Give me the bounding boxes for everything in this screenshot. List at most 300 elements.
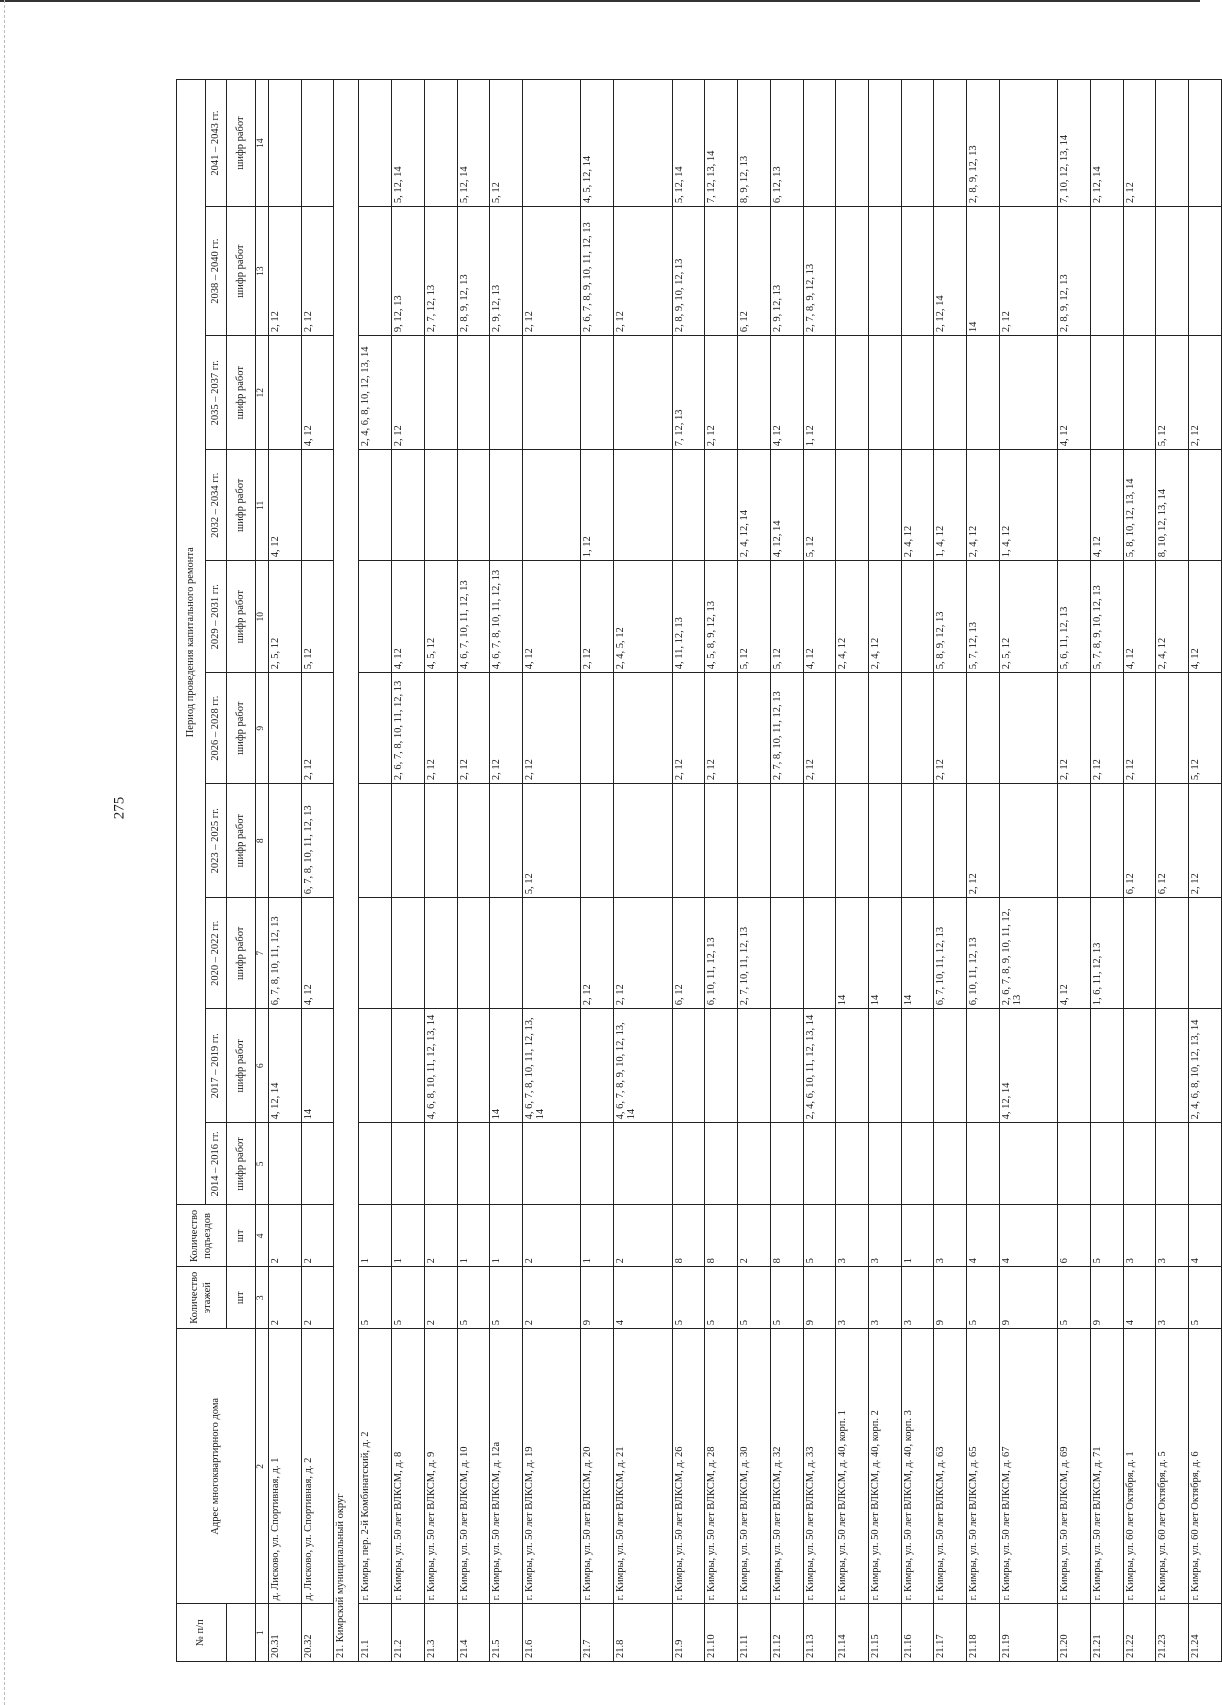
row-work-codes: 2, 8, 9, 12, 13 bbox=[1058, 207, 1091, 336]
row-work-codes bbox=[934, 784, 967, 898]
header-period: 2038 – 2040 гг. bbox=[206, 207, 227, 336]
row-address: г. Кимры, ул. 50 лет ВЛКСМ, д. 21 bbox=[614, 1329, 672, 1604]
row-work-codes bbox=[999, 784, 1057, 898]
header-code-label: шифр работ bbox=[227, 561, 256, 673]
row-number: 21.12 bbox=[770, 1604, 803, 1662]
row-work-codes: 2, 12 bbox=[967, 784, 1000, 898]
row-address: г. Кимры, ул. 50 лет ВЛКСМ, д. 65 bbox=[967, 1329, 1000, 1604]
row-work-codes: 4, 12 bbox=[523, 561, 581, 673]
row-work-codes: 5, 12 bbox=[1156, 336, 1189, 450]
row-work-codes: 4, 12 bbox=[1058, 898, 1091, 1009]
row-work-codes bbox=[1189, 450, 1222, 561]
row-work-codes: 2, 6, 7, 8, 10, 11, 12, 13 bbox=[392, 673, 425, 784]
row-work-codes bbox=[1123, 207, 1156, 336]
row-work-codes: 5, 12 bbox=[770, 561, 803, 673]
row-floors: 2 bbox=[269, 1267, 302, 1329]
row-work-codes bbox=[1189, 1123, 1222, 1205]
row-work-codes bbox=[581, 784, 614, 898]
row-number: 21.19 bbox=[999, 1604, 1057, 1662]
row-work-codes bbox=[392, 450, 425, 561]
row-work-codes bbox=[705, 784, 738, 898]
row-work-codes bbox=[392, 1123, 425, 1205]
row-address: г. Кимры, ул. 50 лет ВЛКСМ, д. 40, корп. 1 bbox=[836, 1329, 869, 1604]
capital-repair-schedule-table bbox=[176, 79, 1222, 1662]
row-floors: 3 bbox=[868, 1267, 901, 1329]
row-work-codes: 4, 12, 14 bbox=[999, 1009, 1057, 1123]
row-entrances: 4 bbox=[1189, 1205, 1222, 1267]
row-work-codes: 2, 4, 12 bbox=[836, 561, 869, 673]
table-row bbox=[738, 80, 771, 1662]
row-floors: 9 bbox=[803, 1267, 836, 1329]
row-work-codes: 6, 7, 10, 11, 12, 13 bbox=[934, 898, 967, 1009]
header-code-label: шифр работ bbox=[227, 80, 256, 207]
header-unit-entrances: шт bbox=[227, 1205, 256, 1267]
row-entrances: 3 bbox=[868, 1205, 901, 1267]
row-work-codes: 2, 8, 9, 12, 13 bbox=[457, 207, 490, 336]
row-work-codes bbox=[359, 784, 392, 898]
row-work-codes bbox=[934, 1123, 967, 1205]
row-work-codes bbox=[836, 336, 869, 450]
header-floors: Количество этажей bbox=[177, 1267, 227, 1329]
header-code-label: шифр работ bbox=[227, 673, 256, 784]
row-work-codes: 14 bbox=[836, 898, 869, 1009]
table-row bbox=[1123, 80, 1156, 1662]
row-work-codes bbox=[836, 207, 869, 336]
row-address: г. Кимры, ул. 60 лет Октября, д. 1 bbox=[1123, 1329, 1156, 1604]
row-work-codes: 2, 7, 8, 9, 12, 13 bbox=[803, 207, 836, 336]
header-code-label: шифр работ bbox=[227, 207, 256, 336]
row-number: 21.16 bbox=[901, 1604, 934, 1662]
row-work-codes bbox=[523, 336, 581, 450]
row-floors: 2 bbox=[301, 1267, 334, 1329]
row-work-codes: 6, 7, 8, 10, 11, 12, 13 bbox=[301, 784, 334, 898]
row-work-codes bbox=[1058, 1009, 1091, 1123]
row-work-codes bbox=[1189, 80, 1222, 207]
row-work-codes bbox=[1189, 898, 1222, 1009]
row-work-codes: 4, 5, 8, 9, 12, 13 bbox=[705, 561, 738, 673]
row-work-codes bbox=[868, 336, 901, 450]
row-floors: 5 bbox=[770, 1267, 803, 1329]
row-work-codes bbox=[934, 1009, 967, 1123]
row-work-codes bbox=[803, 784, 836, 898]
row-work-codes: 4, 12 bbox=[1189, 561, 1222, 673]
row-work-codes: 6, 10, 11, 12, 13 bbox=[967, 898, 1000, 1009]
header-period: 2014 – 2016 гг. bbox=[206, 1123, 227, 1205]
row-floors: 5 bbox=[457, 1267, 490, 1329]
row-work-codes: 6, 12 bbox=[1123, 784, 1156, 898]
row-entrances: 2 bbox=[738, 1205, 771, 1267]
table-row bbox=[457, 80, 490, 1662]
row-floors: 4 bbox=[1123, 1267, 1156, 1329]
row-work-codes bbox=[523, 898, 581, 1009]
row-number: 21.14 bbox=[836, 1604, 869, 1662]
row-work-codes: 2, 4, 12 bbox=[1156, 561, 1189, 673]
rotated-table-container bbox=[176, 79, 1222, 1662]
row-work-codes bbox=[614, 450, 672, 561]
table-row bbox=[1090, 80, 1123, 1662]
row-work-codes: 9, 12, 13 bbox=[392, 207, 425, 336]
header-column-index: 5 bbox=[256, 1123, 269, 1205]
row-work-codes bbox=[738, 673, 771, 784]
row-work-codes: 1, 4, 12 bbox=[934, 450, 967, 561]
row-work-codes: 5, 12 bbox=[490, 80, 523, 207]
row-work-codes bbox=[999, 80, 1057, 207]
row-work-codes bbox=[803, 1123, 836, 1205]
row-work-codes bbox=[1090, 1009, 1123, 1123]
row-entrances: 1 bbox=[490, 1205, 523, 1267]
row-work-codes: 4, 5, 12 bbox=[424, 561, 457, 673]
row-work-codes bbox=[301, 80, 334, 207]
row-work-codes bbox=[1123, 898, 1156, 1009]
row-work-codes bbox=[614, 1123, 672, 1205]
table-row bbox=[868, 80, 901, 1662]
table-row bbox=[424, 80, 457, 1662]
row-work-codes: 4, 6, 8, 10, 11, 12, 13, 14 bbox=[424, 1009, 457, 1123]
row-work-codes bbox=[457, 898, 490, 1009]
row-work-codes: 2, 12 bbox=[490, 673, 523, 784]
row-address: г. Кимры, ул. 60 лет Октября, д. 6 bbox=[1189, 1329, 1222, 1604]
row-work-codes: 14 bbox=[301, 1009, 334, 1123]
row-work-codes: 2, 5, 12 bbox=[269, 561, 302, 673]
table-row bbox=[581, 80, 614, 1662]
row-work-codes: 2, 12 bbox=[1123, 673, 1156, 784]
row-work-codes bbox=[269, 80, 302, 207]
row-entrances: 8 bbox=[770, 1205, 803, 1267]
row-work-codes: 2, 12 bbox=[1090, 673, 1123, 784]
row-work-codes bbox=[581, 1009, 614, 1123]
row-work-codes: 2, 12 bbox=[301, 673, 334, 784]
row-work-codes: 4, 12 bbox=[770, 336, 803, 450]
row-work-codes: 8, 10, 12, 13, 14 bbox=[1156, 450, 1189, 561]
row-work-codes bbox=[1090, 207, 1123, 336]
row-entrances: 5 bbox=[1090, 1205, 1123, 1267]
header-code-label: шифр работ bbox=[227, 784, 256, 898]
row-work-codes: 2, 12 bbox=[523, 207, 581, 336]
row-floors: 9 bbox=[1090, 1267, 1123, 1329]
row-number: 21.7 bbox=[581, 1604, 614, 1662]
row-work-codes: 1, 4, 12 bbox=[999, 450, 1057, 561]
row-work-codes bbox=[836, 450, 869, 561]
row-work-codes: 4, 12 bbox=[803, 561, 836, 673]
row-work-codes bbox=[1123, 1009, 1156, 1123]
table-row bbox=[999, 80, 1057, 1662]
row-work-codes bbox=[705, 207, 738, 336]
table-row bbox=[392, 80, 425, 1662]
row-work-codes: 4, 6, 7, 8, 10, 11, 12, 13 bbox=[490, 561, 523, 673]
row-work-codes: 5, 7, 8, 9, 10, 12, 13 bbox=[1090, 561, 1123, 673]
row-work-codes bbox=[1156, 673, 1189, 784]
row-work-codes bbox=[1156, 1123, 1189, 1205]
row-number: 20.32 bbox=[301, 1604, 334, 1662]
row-number: 21.13 bbox=[803, 1604, 836, 1662]
row-address: г. Кимры, ул. 50 лет ВЛКСМ, д. 9 bbox=[424, 1329, 457, 1604]
row-work-codes bbox=[269, 673, 302, 784]
row-number: 21.23 bbox=[1156, 1604, 1189, 1662]
row-floors: 3 bbox=[1156, 1267, 1189, 1329]
row-work-codes bbox=[490, 336, 523, 450]
row-address: г. Кимры, ул. 50 лет ВЛКСМ, д. 67 bbox=[999, 1329, 1057, 1604]
row-work-codes: 4, 12 bbox=[1058, 336, 1091, 450]
table-row bbox=[490, 80, 523, 1662]
row-work-codes bbox=[490, 450, 523, 561]
row-work-codes: 2, 4, 6, 8, 10, 12, 13, 14 bbox=[359, 336, 392, 450]
header-period: 2023 – 2025 гг. bbox=[206, 784, 227, 898]
row-work-codes bbox=[672, 450, 705, 561]
row-address: г. Кимры, ул. 50 лет ВЛКСМ, д. 40, корп. 3 bbox=[901, 1329, 934, 1604]
row-work-codes: 14 bbox=[868, 898, 901, 1009]
row-entrances: 3 bbox=[836, 1205, 869, 1267]
row-work-codes: 4, 12, 14 bbox=[269, 1009, 302, 1123]
row-work-codes: 2, 12 bbox=[999, 207, 1057, 336]
row-entrances: 2 bbox=[301, 1205, 334, 1267]
row-work-codes bbox=[967, 1009, 1000, 1123]
row-entrances: 2 bbox=[424, 1205, 457, 1267]
row-floors: 9 bbox=[934, 1267, 967, 1329]
row-work-codes bbox=[836, 1009, 869, 1123]
row-floors: 5 bbox=[1058, 1267, 1091, 1329]
row-floors: 5 bbox=[967, 1267, 1000, 1329]
row-number: 21.6 bbox=[523, 1604, 581, 1662]
row-address: г. Кимры, ул. 50 лет ВЛКСМ, д. 32 bbox=[770, 1329, 803, 1604]
row-address: г. Кимры, ул. 50 лет ВЛКСМ, д. 10 bbox=[457, 1329, 490, 1604]
row-work-codes bbox=[1123, 1123, 1156, 1205]
row-work-codes bbox=[424, 784, 457, 898]
row-address: г. Кимры, ул. 60 лет Октября, д. 5 bbox=[1156, 1329, 1189, 1604]
row-work-codes: 2, 12 bbox=[1189, 336, 1222, 450]
row-work-codes: 6, 12 bbox=[1156, 784, 1189, 898]
table-row bbox=[967, 80, 1000, 1662]
row-work-codes: 5, 8, 10, 12, 13, 14 bbox=[1123, 450, 1156, 561]
row-entrances: 8 bbox=[672, 1205, 705, 1267]
row-work-codes bbox=[1090, 1123, 1123, 1205]
row-work-codes bbox=[301, 1123, 334, 1205]
scan-left-edge bbox=[4, 0, 6, 1705]
header-period: 2032 – 2034 гг. bbox=[206, 450, 227, 561]
header-column-index: 8 bbox=[256, 784, 269, 898]
row-work-codes: 4, 6, 7, 8, 9, 10, 12, 13, 14 bbox=[614, 1009, 672, 1123]
row-work-codes: 2, 12 bbox=[424, 673, 457, 784]
row-work-codes: 2, 12 bbox=[1189, 784, 1222, 898]
header-column-index: 2 bbox=[256, 1329, 269, 1604]
row-number: 21.9 bbox=[672, 1604, 705, 1662]
row-work-codes: 2, 9, 12, 13 bbox=[490, 207, 523, 336]
row-number: 21.24 bbox=[1189, 1604, 1222, 1662]
row-entrances: 8 bbox=[705, 1205, 738, 1267]
row-work-codes: 2, 12 bbox=[614, 207, 672, 336]
row-work-codes bbox=[770, 1123, 803, 1205]
row-work-codes bbox=[868, 673, 901, 784]
table-row bbox=[934, 80, 967, 1662]
row-work-codes bbox=[901, 207, 934, 336]
row-work-codes: 5, 12 bbox=[738, 561, 771, 673]
row-entrances: 6 bbox=[1058, 1205, 1091, 1267]
section-row bbox=[334, 80, 359, 1662]
header-code-label: шифр работ bbox=[227, 1009, 256, 1123]
row-address: г. Кимры, ул. 50 лет ВЛКСМ, д. 19 bbox=[523, 1329, 581, 1604]
row-floors: 5 bbox=[392, 1267, 425, 1329]
row-address: г. Кимры, ул. 50 лет ВЛКСМ, д. 20 bbox=[581, 1329, 614, 1604]
row-work-codes bbox=[424, 336, 457, 450]
row-entrances: 1 bbox=[581, 1205, 614, 1267]
row-work-codes bbox=[1058, 450, 1091, 561]
row-work-codes: 2, 4, 12 bbox=[901, 450, 934, 561]
row-work-codes: 14 bbox=[967, 207, 1000, 336]
row-work-codes bbox=[738, 784, 771, 898]
row-work-codes: 5, 8, 9, 12, 13 bbox=[934, 561, 967, 673]
row-number: 21.10 bbox=[705, 1604, 738, 1662]
header-num-blank bbox=[227, 1604, 256, 1662]
header-code-label: шифр работ bbox=[227, 1123, 256, 1205]
row-work-codes bbox=[424, 80, 457, 207]
row-entrances: 2 bbox=[523, 1205, 581, 1267]
row-work-codes bbox=[457, 1009, 490, 1123]
row-number: 21.18 bbox=[967, 1604, 1000, 1662]
row-work-codes: 2, 12 bbox=[672, 673, 705, 784]
row-work-codes bbox=[672, 1009, 705, 1123]
row-work-codes: 5, 7, 12, 13 bbox=[967, 561, 1000, 673]
row-work-codes bbox=[803, 898, 836, 1009]
row-number: 20.31 bbox=[269, 1604, 302, 1662]
row-work-codes bbox=[705, 450, 738, 561]
row-work-codes: 2, 9, 12, 13 bbox=[770, 207, 803, 336]
row-work-codes bbox=[836, 1123, 869, 1205]
row-work-codes bbox=[1090, 784, 1123, 898]
table-row bbox=[770, 80, 803, 1662]
row-work-codes: 5, 12, 14 bbox=[392, 80, 425, 207]
row-work-codes bbox=[934, 80, 967, 207]
row-work-codes: 4, 12 bbox=[301, 898, 334, 1009]
table-row bbox=[359, 80, 392, 1662]
row-work-codes bbox=[523, 450, 581, 561]
row-address: г. Кимры, ул. 50 лет ВЛКСМ, д. 40, корп. 2 bbox=[868, 1329, 901, 1604]
row-work-codes bbox=[269, 336, 302, 450]
row-work-codes bbox=[705, 1123, 738, 1205]
header-column-index: 9 bbox=[256, 673, 269, 784]
row-address: г. Кимры, ул. 50 лет ВЛКСМ, д. 63 bbox=[934, 1329, 967, 1604]
row-number: 21.20 bbox=[1058, 1604, 1091, 1662]
row-work-codes: 6, 12, 13 bbox=[770, 80, 803, 207]
row-work-codes bbox=[359, 450, 392, 561]
row-work-codes bbox=[614, 336, 672, 450]
row-work-codes: 2, 8, 9, 12, 13 bbox=[967, 80, 1000, 207]
row-work-codes bbox=[967, 336, 1000, 450]
row-address: г. Кимры, ул. 50 лет ВЛКСМ, д. 30 bbox=[738, 1329, 771, 1604]
row-work-codes: 6, 7, 8, 10, 11, 12, 13 bbox=[269, 898, 302, 1009]
row-floors: 4 bbox=[614, 1267, 672, 1329]
row-work-codes bbox=[738, 336, 771, 450]
row-work-codes bbox=[738, 1009, 771, 1123]
header-period: 2026 – 2028 гг. bbox=[206, 673, 227, 784]
table-row bbox=[269, 80, 302, 1662]
header-column-index: 4 bbox=[256, 1205, 269, 1267]
header-code-label: шифр работ bbox=[227, 336, 256, 450]
row-floors: 5 bbox=[359, 1267, 392, 1329]
row-entrances: 5 bbox=[803, 1205, 836, 1267]
row-work-codes: 2, 4, 5, 12 bbox=[614, 561, 672, 673]
row-work-codes bbox=[1123, 336, 1156, 450]
row-address: г. Кимры, ул. 50 лет ВЛКСМ, д. 28 bbox=[705, 1329, 738, 1604]
table-row bbox=[901, 80, 934, 1662]
row-work-codes: 7, 10, 12, 13, 14 bbox=[1058, 80, 1091, 207]
row-number: 21.11 bbox=[738, 1604, 771, 1662]
row-floors: 5 bbox=[1189, 1267, 1222, 1329]
row-work-codes bbox=[868, 1123, 901, 1205]
row-work-codes bbox=[1156, 1009, 1189, 1123]
row-floors: 5 bbox=[705, 1267, 738, 1329]
header-num: № п/п bbox=[177, 1604, 227, 1662]
row-address: д. Лисково, ул. Спортивная, д. 1 bbox=[269, 1329, 302, 1604]
row-work-codes: 1, 12 bbox=[803, 336, 836, 450]
row-work-codes bbox=[581, 336, 614, 450]
row-work-codes: 4, 12 bbox=[1090, 450, 1123, 561]
row-work-codes: 2, 7, 8, 10, 11, 12, 13 bbox=[770, 673, 803, 784]
row-work-codes: 5, 12 bbox=[301, 561, 334, 673]
row-work-codes bbox=[967, 1123, 1000, 1205]
row-work-codes bbox=[392, 898, 425, 1009]
row-number: 21.21 bbox=[1090, 1604, 1123, 1662]
row-work-codes bbox=[614, 784, 672, 898]
row-number: 21.17 bbox=[934, 1604, 967, 1662]
row-work-codes: 2, 12 bbox=[301, 207, 334, 336]
row-work-codes bbox=[901, 1009, 934, 1123]
header-address: Адрес многоквартирного дома bbox=[177, 1329, 256, 1604]
row-work-codes bbox=[392, 784, 425, 898]
table-row bbox=[1156, 80, 1189, 1662]
row-entrances: 1 bbox=[901, 1205, 934, 1267]
header-column-index: 14 bbox=[256, 80, 269, 207]
header-code-label: шифр работ bbox=[227, 898, 256, 1009]
row-work-codes: 4, 12 bbox=[392, 561, 425, 673]
row-floors: 9 bbox=[999, 1267, 1057, 1329]
row-work-codes bbox=[672, 1123, 705, 1205]
row-entrances: 1 bbox=[359, 1205, 392, 1267]
row-work-codes bbox=[1090, 336, 1123, 450]
row-work-codes bbox=[770, 898, 803, 1009]
row-work-codes bbox=[868, 1009, 901, 1123]
row-entrances: 2 bbox=[614, 1205, 672, 1267]
row-floors: 3 bbox=[836, 1267, 869, 1329]
table-row bbox=[836, 80, 869, 1662]
row-work-codes: 1, 6, 11, 12, 13 bbox=[1090, 898, 1123, 1009]
row-work-codes: 2, 12 bbox=[614, 898, 672, 1009]
section-title: 21. Кимрский муниципальный округ bbox=[334, 80, 359, 1662]
row-work-codes bbox=[581, 673, 614, 784]
row-work-codes: 4, 5, 12, 14 bbox=[581, 80, 614, 207]
row-work-codes bbox=[359, 207, 392, 336]
row-work-codes: 2, 12 bbox=[934, 673, 967, 784]
header-period: 2017 – 2019 гг. bbox=[206, 1009, 227, 1123]
row-work-codes bbox=[1189, 207, 1222, 336]
row-work-codes: 8, 9, 12, 13 bbox=[738, 80, 771, 207]
header-column-index: 10 bbox=[256, 561, 269, 673]
row-number: 21.8 bbox=[614, 1604, 672, 1662]
row-work-codes bbox=[901, 1123, 934, 1205]
row-address: г. Кимры, ул. 50 лет ВЛКСМ, д. 8 bbox=[392, 1329, 425, 1604]
table-row bbox=[614, 80, 672, 1662]
row-work-codes: 14 bbox=[901, 898, 934, 1009]
row-floors: 2 bbox=[424, 1267, 457, 1329]
row-work-codes: 2, 7, 12, 13 bbox=[424, 207, 457, 336]
row-work-codes: 5, 12 bbox=[523, 784, 581, 898]
row-work-codes bbox=[868, 450, 901, 561]
row-work-codes bbox=[581, 1123, 614, 1205]
row-work-codes bbox=[1156, 898, 1189, 1009]
header-period: 2029 – 2031 гг. bbox=[206, 561, 227, 673]
row-work-codes bbox=[901, 80, 934, 207]
row-work-codes bbox=[901, 561, 934, 673]
row-work-codes: 6, 12 bbox=[672, 898, 705, 1009]
row-work-codes bbox=[967, 673, 1000, 784]
